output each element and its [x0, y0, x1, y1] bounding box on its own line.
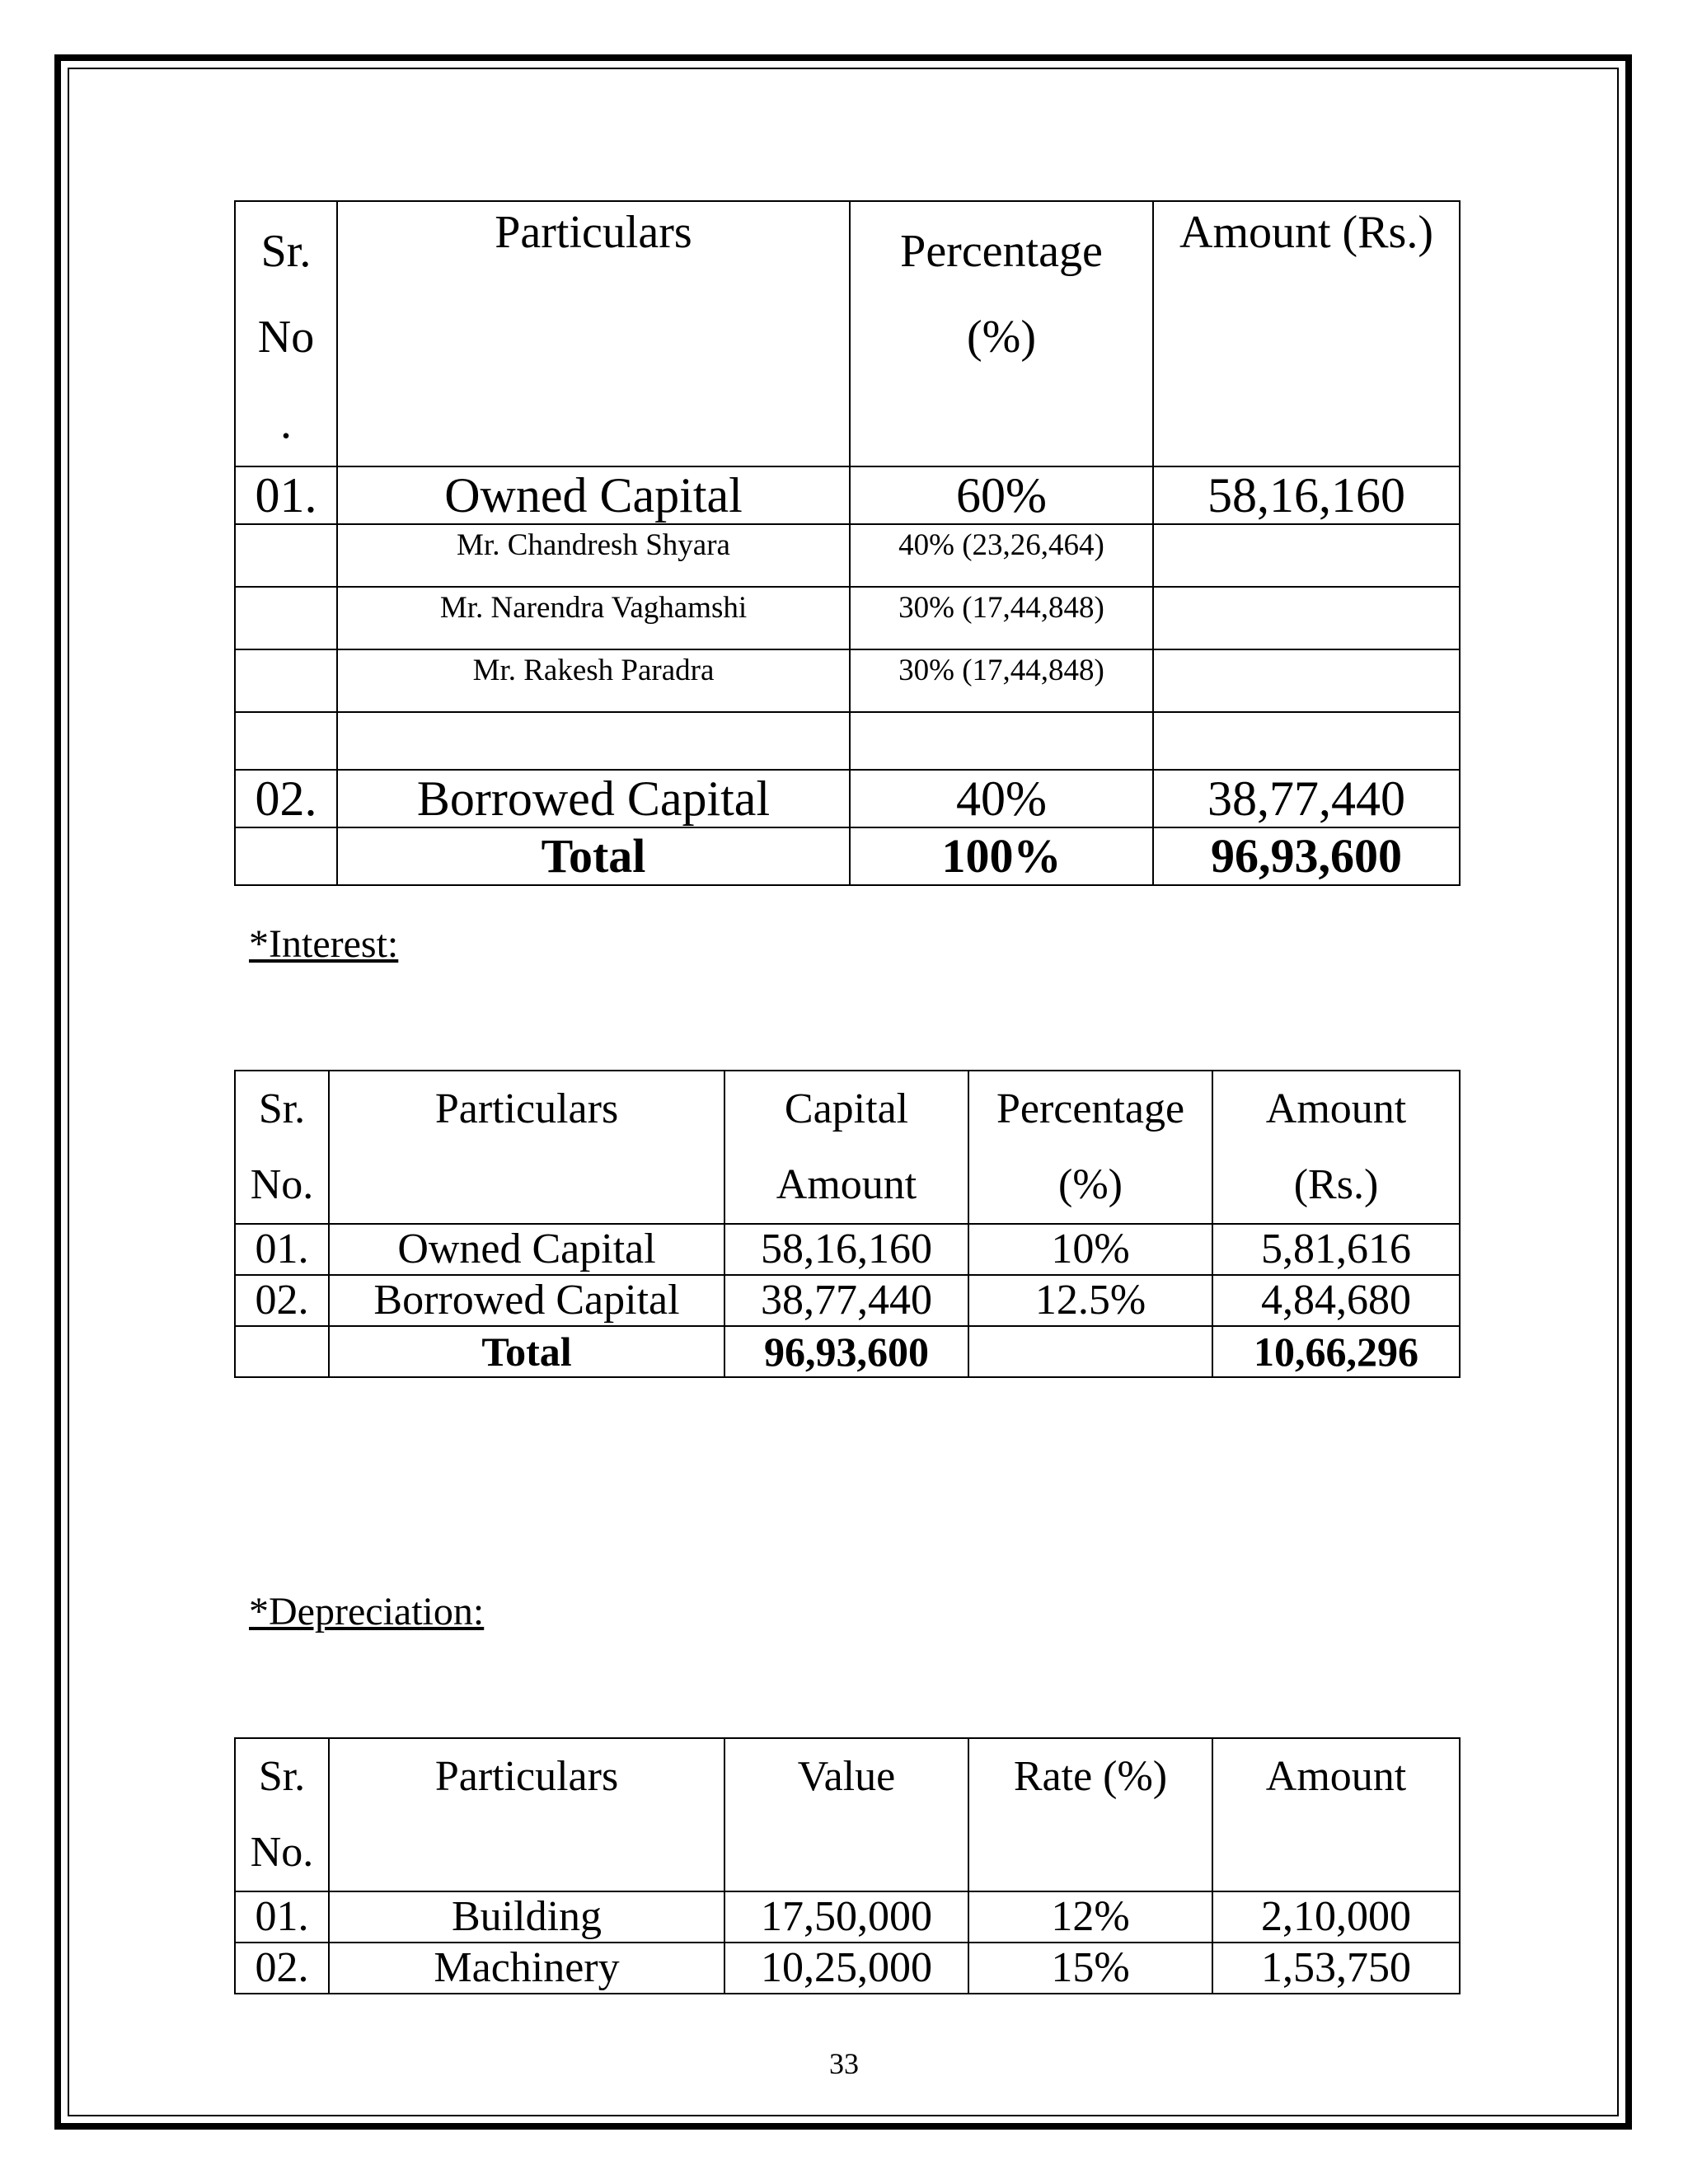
capital-table [234, 200, 1461, 886]
cell-percentage: 10% [968, 1224, 1212, 1275]
cell-percentage: 40% [850, 770, 1153, 827]
header-amount: Amount [1212, 1738, 1460, 1891]
cell-particulars: Borrowed Capital [337, 770, 850, 827]
cell-amount: 58,16,160 [1153, 466, 1460, 524]
table-row [235, 524, 1460, 587]
cell-sr [235, 1326, 329, 1377]
cell-amount [1153, 649, 1460, 712]
cell-sr: 02. [235, 1943, 329, 1994]
cell-percentage: 12.5% [968, 1275, 1212, 1326]
header-percentage: Percentage (%) [968, 1071, 1212, 1224]
capital-table-header [235, 201, 1460, 466]
cell-sr [235, 649, 337, 712]
cell-particulars: Owned Capital [337, 466, 850, 524]
cell-total-capital: 96,93,600 [724, 1326, 968, 1377]
table-row [235, 1943, 1460, 1994]
cell-sr: 02. [235, 770, 337, 827]
cell-amount: 2,10,000 [1212, 1891, 1460, 1943]
page-number: 33 [829, 2047, 859, 2080]
cell-sr: 01. [235, 1891, 329, 1943]
table-row [235, 587, 1460, 649]
table-row-total [235, 1326, 1460, 1377]
cell-amount: 4,84,680 [1212, 1275, 1460, 1326]
table-row [235, 1224, 1460, 1275]
table-row-total [235, 827, 1460, 885]
cell-partner-name: Mr. Narendra Vaghamshi [337, 587, 850, 649]
table-row-empty [235, 712, 1460, 770]
cell-partner-share: 30% (17,44,848) [850, 587, 1153, 649]
interest-table [234, 1070, 1461, 1378]
cell-amount: 1,53,750 [1212, 1943, 1460, 1994]
cell-amount: 5,81,616 [1212, 1224, 1460, 1275]
cell-percentage: 60% [850, 466, 1153, 524]
header-percentage: Percentage (%) [850, 201, 1153, 466]
cell-sr [235, 524, 337, 587]
cell-value: 17,50,000 [724, 1891, 968, 1943]
cell-particulars: Owned Capital [329, 1224, 724, 1275]
cell-partner-share: 40% (23,26,464) [850, 524, 1153, 587]
interest-heading: *Interest: [249, 922, 399, 966]
depreciation-heading: *Depreciation: [249, 1590, 485, 1633]
header-value: Value [724, 1738, 968, 1891]
header-sr-no: Sr. No. [235, 1071, 329, 1224]
cell-sr: 01. [235, 1224, 329, 1275]
cell-total-amount: 10,66,296 [1212, 1326, 1460, 1377]
header-particulars: Particulars [337, 201, 850, 466]
cell-particulars: Machinery [329, 1943, 724, 1994]
cell-sr: 02. [235, 1275, 329, 1326]
header-sr-no: Sr. No. [235, 1738, 329, 1891]
cell-total-label: Total [329, 1326, 724, 1377]
header-amount: Amount (Rs.) [1212, 1071, 1460, 1224]
cell-total-amount: 96,93,600 [1153, 827, 1460, 885]
cell-percentage [968, 1326, 1212, 1377]
cell-empty [337, 712, 850, 770]
header-particulars: Particulars [329, 1738, 724, 1891]
header-sr-no: Sr. No . [235, 201, 337, 466]
table-row [235, 649, 1460, 712]
table-row [235, 466, 1460, 524]
cell-rate: 15% [968, 1943, 1212, 1994]
cell-amount [1153, 587, 1460, 649]
cell-total-percentage: 100% [850, 827, 1153, 885]
table-row [235, 770, 1460, 827]
cell-empty [1153, 712, 1460, 770]
header-capital-amount: Capital Amount [724, 1071, 968, 1224]
cell-total-label: Total [337, 827, 850, 885]
cell-amount: 38,77,440 [1153, 770, 1460, 827]
cell-amount [1153, 524, 1460, 587]
table-row [235, 1891, 1460, 1943]
header-amount: Amount (Rs.) [1153, 201, 1460, 466]
depreciation-table-header [235, 1738, 1460, 1891]
cell-sr: 01. [235, 466, 337, 524]
cell-partner-name: Mr. Rakesh Paradra [337, 649, 850, 712]
cell-empty [850, 712, 1153, 770]
cell-value: 10,25,000 [724, 1943, 968, 1994]
cell-capital: 58,16,160 [724, 1224, 968, 1275]
table-row [235, 1275, 1460, 1326]
cell-partner-name: Mr. Chandresh Shyara [337, 524, 850, 587]
depreciation-table [234, 1737, 1461, 1994]
cell-particulars: Building [329, 1891, 724, 1943]
cell-sr [235, 587, 337, 649]
cell-empty [235, 712, 337, 770]
header-rate: Rate (%) [968, 1738, 1212, 1891]
cell-sr [235, 827, 337, 885]
interest-table-header [235, 1071, 1460, 1224]
cell-partner-share: 30% (17,44,848) [850, 649, 1153, 712]
cell-capital: 38,77,440 [724, 1275, 968, 1326]
cell-rate: 12% [968, 1891, 1212, 1943]
cell-particulars: Borrowed Capital [329, 1275, 724, 1326]
header-particulars: Particulars [329, 1071, 724, 1224]
